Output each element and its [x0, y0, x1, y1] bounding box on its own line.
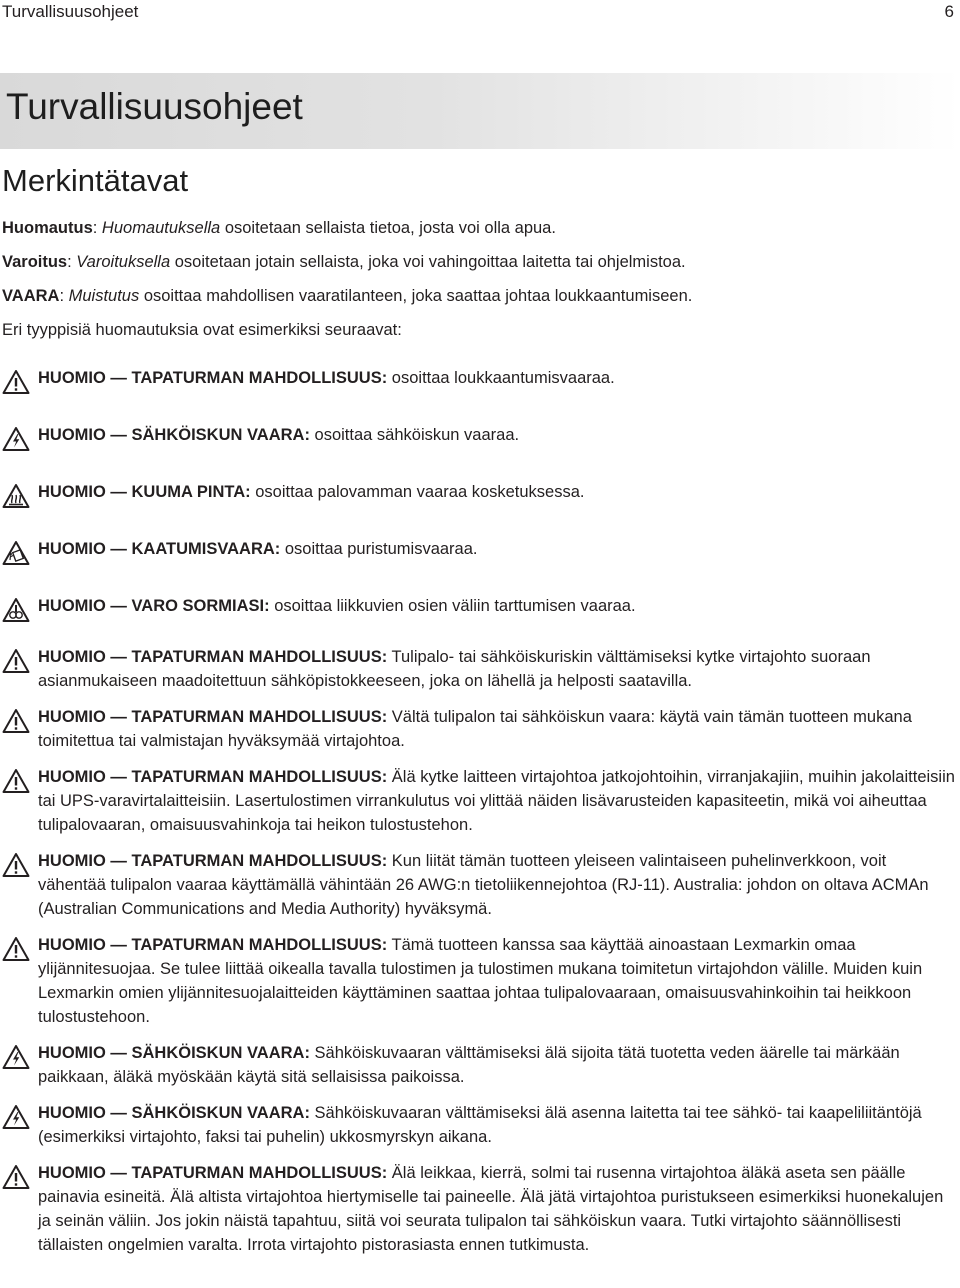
convention-term: Huomautus [2, 219, 93, 237]
safety-notice [2, 1041, 958, 1089]
notice-text: osoittaa puristumisvaaraa. [280, 540, 478, 558]
section-title: Merkintätavat [2, 163, 189, 198]
safety-notice [2, 645, 958, 693]
convention-warning [2, 250, 952, 274]
notice-label: HUOMIO — TAPATURMAN MAHDOLLISUUS: [38, 1164, 388, 1182]
notice-text: Sähköiskuvaaran välttämiseksi älä sijoita tätä tuotetta veden äärelle tai märkään paikkaan, äläkä myöskään käytä sitä sellaisissa paikoissa. [38, 1044, 900, 1086]
shock-hazard-icon [2, 426, 38, 452]
caution-icon [2, 648, 38, 674]
notice-label: HUOMIO — KUUMA PINTA: [38, 483, 251, 501]
notice-label: HUOMIO — SÄHKÖISKUN VAARA: [38, 1104, 310, 1122]
convention-text: osoitetaan jotain sellaista, joka voi vahingoittaa laitetta tai ohjelmistoa. [170, 253, 686, 271]
convention-note [2, 216, 952, 240]
page-number: 6 [944, 2, 954, 21]
notice-text: osoittaa sähköiskun vaaraa. [309, 426, 520, 444]
convention-separator: : [67, 253, 77, 271]
page-title: Turvallisuusohjeet [6, 86, 303, 127]
example-notice [2, 594, 958, 623]
convention-danger [2, 284, 952, 308]
convention-italic: Huomautuksella [101, 219, 221, 237]
example-notice [2, 537, 958, 566]
notice-label: HUOMIO — SÄHKÖISKUN VAARA: [38, 426, 310, 444]
shock-hazard-icon [2, 1104, 38, 1130]
convention-term: VAARA [2, 287, 60, 305]
notice-label: HUOMIO — VARO SORMIASI: [38, 597, 270, 615]
running-title: Turvallisuusohjeet [2, 2, 139, 21]
notice-label: HUOMIO — KAATUMISVAARA: [38, 540, 281, 558]
notice-list [2, 366, 958, 1257]
caution-icon [2, 936, 38, 962]
notice-label: HUOMIO — TAPATURMAN MAHDOLLISUUS: [38, 768, 388, 786]
example-notice [2, 423, 958, 452]
notice-text: Vältä tulipalon tai sähköiskun vaara: käytä vain tämän tuotteen mukana toimitettua tai valmistajan hyväksymää virtajohtoa. [38, 708, 912, 750]
pinch-hazard-icon [2, 597, 38, 623]
safety-notice [2, 933, 958, 1029]
notice-text: osoittaa palovamman vaaraa kosketuksessa. [250, 483, 585, 501]
notice-text: Tämä tuotteen kanssa saa käyttää ainoastaan Lexmarkin omaa ylijännitesuojaa. Se tulee liittää oikealla tavalla tulostimen ja tulostimen mukana toimitetun virtajohdon välille. Muiden kuin Lexmarkin omien ylijännitesuojalaitteiden käyttäminen saattaa johtaa tulipalovaaraan, omaisuusvahinkoihin tai heikkoon tulostustehoon. [38, 936, 923, 1026]
examples-intro: Eri tyyppisiä huomautuksia ovat esimerkiksi seuraavat: [2, 321, 402, 339]
safety-notice [2, 1161, 958, 1257]
caution-icon [2, 708, 38, 734]
notice-text: Sähköiskuvaaran välttämiseksi älä asenna laitetta tai tee sähkö- tai kaapeliliitäntöjä (esimerkiksi virtajohto, faksi tai puhelin) ukkosmyrskyn aikana. [38, 1104, 922, 1146]
convention-term: Varoitus [2, 253, 68, 271]
notice-label: HUOMIO — TAPATURMAN MAHDOLLISUUS: [38, 708, 388, 726]
notice-text: Kun liität tämän tuotteen yleiseen valintaiseen puhelinverkkoon, voit vähentää tulipalon vaaraa käyttämällä vähintään 26 AWG:n tietoliikennejohtoa (RJ-11). Australia: johdon on oltava ACMAn (Australian Communications and Media Authority) hyväksymä. [38, 852, 929, 918]
notice-label: HUOMIO — TAPATURMAN MAHDOLLISUUS: [38, 369, 388, 387]
notice-text: osoittaa loukkaantumisvaaraa. [387, 369, 615, 387]
safety-notice [2, 849, 958, 921]
caution-icon [2, 1164, 38, 1190]
caution-icon [2, 768, 38, 794]
tipping-hazard-icon [2, 540, 38, 566]
safety-notice [2, 1101, 958, 1149]
hot-surface-icon [2, 483, 38, 509]
shock-hazard-icon [2, 1044, 38, 1070]
conventions-block [2, 216, 952, 352]
convention-separator: : [92, 219, 102, 237]
convention-italic: Muistutus [68, 287, 140, 305]
notice-label: HUOMIO — TAPATURMAN MAHDOLLISUUS: [38, 936, 388, 954]
notice-text: Älä kytke laitteen virtajohtoa jatkojohtoihin, virranjakajiin, muihin jakolaitteisiin tai UPS-varavirtalaitteisiin. Lasertulostimen virrankulutus voi ylittää näiden lisävarusteiden kapasiteetin, mikä voi aiheuttaa tulipalovaaran, omaisuusvahinkoja tai heikon tulostustehon. [38, 768, 955, 834]
running-header [0, 0, 960, 24]
example-notice [2, 480, 958, 509]
notice-label: HUOMIO — TAPATURMAN MAHDOLLISUUS: [38, 852, 388, 870]
convention-text: osoitetaan sellaista tietoa, josta voi olla apua. [220, 219, 556, 237]
convention-italic: Varoituksella [76, 253, 171, 271]
caution-icon [2, 369, 38, 395]
notice-text: osoittaa liikkuvien osien väliin tarttumisen vaaraa. [269, 597, 636, 615]
safety-notice [2, 705, 958, 753]
convention-text: osoittaa mahdollisen vaaratilanteen, joka saattaa johtaa loukkaantumiseen. [139, 287, 693, 305]
caution-icon [2, 852, 38, 878]
notice-text: Tulipalo- tai sähköiskuriskin välttämiseksi kytke virtajohto suoraan asianmukaiseen maadoitettuun sähköpistokkeeseen, joka on lähellä ja helposti saatavilla. [38, 648, 871, 690]
notice-label: HUOMIO — SÄHKÖISKUN VAARA: [38, 1044, 310, 1062]
example-notice [2, 366, 958, 395]
safety-notice [2, 765, 958, 837]
notice-text: Älä leikkaa, kierrä, solmi tai rusenna virtajohtoa äläkä aseta sen päälle painavia esineitä. Älä altista virtajohtoa hiertymiselle tai paineelle. Älä jätä virtajohtoa puristukseen esimerkiksi huonekalujen ja seinän väliin. Jos jokin näistä tapahtuu, siitä voi seurata tulipalon tai sähköiskun vaara. Tutki virtajohto säännöllisesti tällaisten ongelmien varalta. Irrota virtajohto pistorasiasta ennen tutkimusta. [38, 1164, 944, 1254]
notice-label: HUOMIO — TAPATURMAN MAHDOLLISUUS: [38, 648, 388, 666]
convention-separator: : [59, 287, 69, 305]
